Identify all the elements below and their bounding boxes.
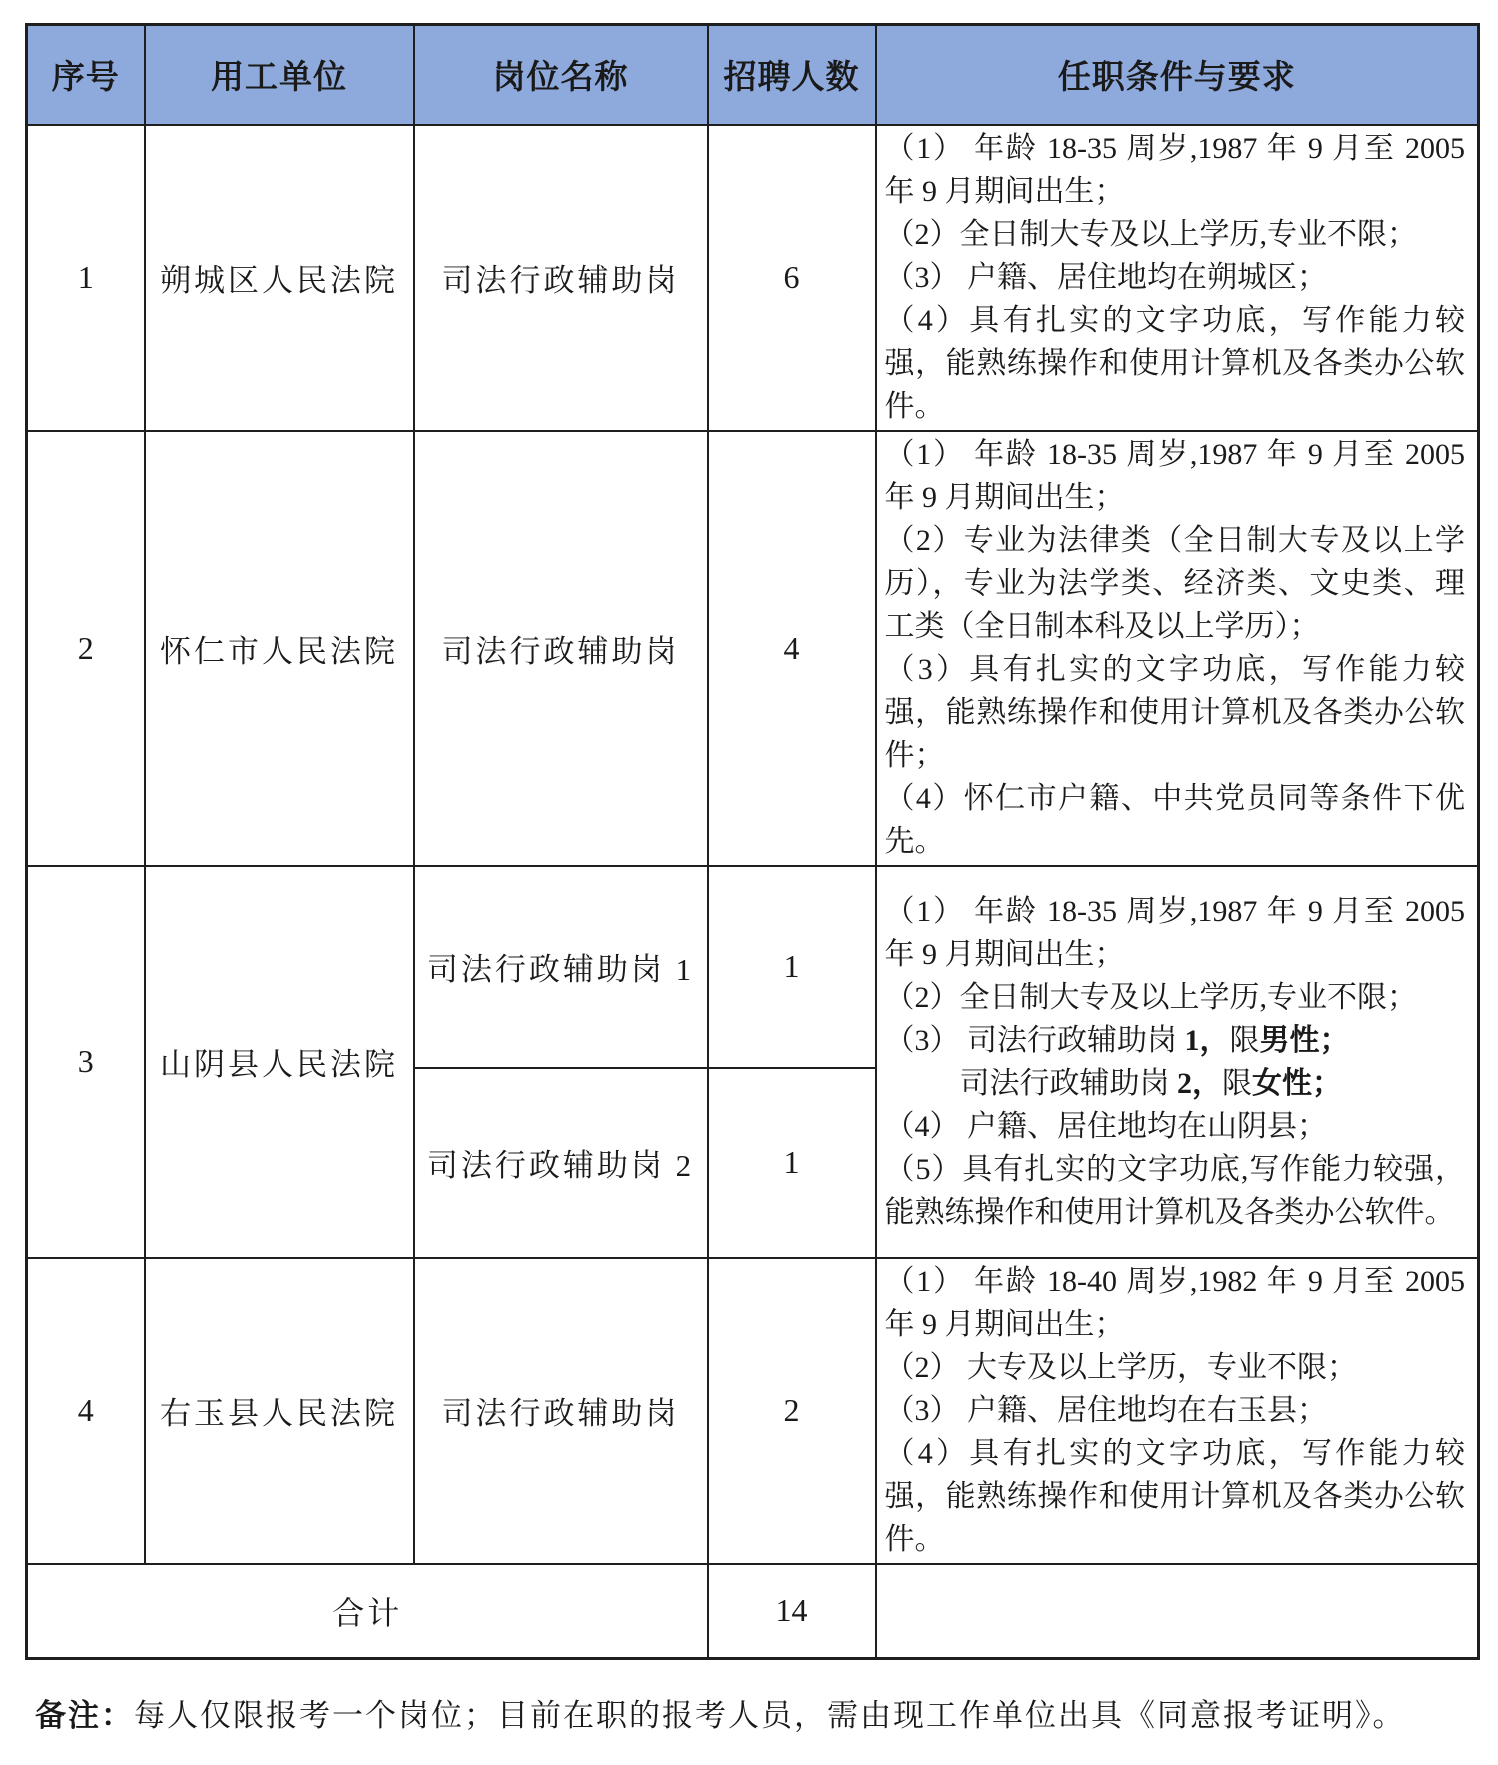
condition-line: （2）全日制大专及以上学历,专业不限； bbox=[884, 218, 1417, 251]
headcount-cell: 4 bbox=[708, 431, 876, 866]
condition-line: （4）具有扎实的文字功底，写作能力较强，能熟练操作和使用计算机及各类办公软件。 bbox=[884, 1437, 1465, 1556]
requirements-cell bbox=[876, 866, 1479, 1258]
employer-cell: 右玉县人民法院 bbox=[145, 1258, 414, 1564]
serial-cell: 3 bbox=[27, 866, 145, 1258]
serial-cell: 4 bbox=[27, 1258, 145, 1564]
condition-line: （1） 年龄 18-35 周岁,1987 年 9 月至 2005 年 9 月期间出生； bbox=[884, 438, 1465, 514]
headcount-cell: 1 bbox=[708, 866, 876, 1068]
position-cell: 司法行政辅助岗 1 bbox=[414, 866, 708, 1068]
condition-line: 司法行政辅助岗 2，限女性； bbox=[959, 1066, 1342, 1100]
header-headcount: 招聘人数 bbox=[708, 25, 876, 125]
employer-cell: 山阴县人民法院 bbox=[145, 866, 414, 1258]
condition-line: （4）具有扎实的文字功底，写作能力较强，能熟练操作和使用计算机及各类办公软件。 bbox=[884, 304, 1465, 423]
requirements-cell bbox=[876, 125, 1479, 431]
position-cell: 司法行政辅助岗 bbox=[414, 431, 708, 866]
condition-line: （3） 户籍、居住地均在朔城区； bbox=[884, 261, 1327, 294]
header-requirements: 任职条件与要求 bbox=[876, 25, 1479, 125]
condition-line: （4） 户籍、居住地均在山阴县； bbox=[884, 1109, 1327, 1143]
condition-line: （3） 司法行政辅助岗 1，限男性； bbox=[884, 1023, 1350, 1057]
condition-line: （3）具有扎实的文字功底，写作能力较强，能熟练操作和使用计算机及各类办公软件； bbox=[884, 653, 1465, 772]
condition-line: （2）专业为法律类（全日制大专及以上学历），专业为法学类、经济类、文史类、理工类（全日制本科及以上学历）； bbox=[884, 524, 1465, 643]
condition-line: （1） 年龄 18-40 周岁,1982 年 9 月至 2005 年 9 月期间出生； bbox=[884, 1265, 1465, 1341]
condition-line: （1） 年龄 18-35 周岁,1987 年 9 月至 2005 年 9 月期间出生； bbox=[884, 894, 1465, 971]
position-cell: 司法行政辅助岗 bbox=[414, 125, 708, 431]
header-position: 岗位名称 bbox=[414, 25, 708, 125]
employer-cell: 朔城区人民法院 bbox=[145, 125, 414, 431]
condition-line: （3） 户籍、居住地均在右玉县； bbox=[884, 1394, 1327, 1427]
position-cell: 司法行政辅助岗 bbox=[414, 1258, 708, 1564]
condition-bold-text: 女性； bbox=[1252, 1066, 1342, 1100]
requirements-cell bbox=[876, 431, 1479, 866]
header-row bbox=[27, 25, 1479, 125]
total-row bbox=[27, 1564, 1479, 1659]
condition-bold-text: 2， bbox=[1177, 1066, 1222, 1100]
condition-line: （5）具有扎实的文字功底,写作能力较强，能熟练操作和使用计算机及各类办公软件。 bbox=[884, 1152, 1465, 1229]
serial-cell: 1 bbox=[27, 125, 145, 431]
employer-cell: 怀仁市人民法院 bbox=[145, 431, 414, 866]
position-cell: 司法行政辅助岗 2 bbox=[414, 1068, 708, 1258]
note-label: 备注： bbox=[35, 1698, 134, 1733]
table-row bbox=[27, 866, 1479, 1068]
condition-line: （1） 年龄 18-35 周岁,1987 年 9 月至 2005 年 9 月期间出生； bbox=[884, 132, 1465, 208]
recruitment-table bbox=[25, 23, 1480, 1660]
condition-line: （2） 大专及以上学历，专业不限； bbox=[884, 1351, 1357, 1384]
table-row bbox=[27, 1258, 1479, 1564]
total-headcount-cell: 14 bbox=[708, 1564, 876, 1659]
headcount-cell: 6 bbox=[708, 125, 876, 431]
condition-line: （4）怀仁市户籍、中共党员同等条件下优先。 bbox=[884, 782, 1465, 858]
note bbox=[35, 1690, 1477, 1735]
table-row bbox=[27, 431, 1479, 866]
headcount-cell: 1 bbox=[708, 1068, 876, 1258]
header-serial: 序号 bbox=[27, 25, 145, 125]
condition-bold-text: 1， bbox=[1184, 1023, 1230, 1057]
requirements-cell bbox=[876, 1258, 1479, 1564]
total-requirements-cell bbox=[876, 1564, 1479, 1659]
headcount-cell: 2 bbox=[708, 1258, 876, 1564]
condition-line: （2）全日制大专及以上学历,专业不限； bbox=[884, 980, 1417, 1014]
note-text: 每人仅限报考一个岗位；目前在职的报考人员，需由现工作单位出具《同意报考证明》。 bbox=[134, 1698, 1406, 1733]
serial-cell: 2 bbox=[27, 431, 145, 866]
condition-bold-text: 男性； bbox=[1259, 1023, 1350, 1057]
table-row bbox=[27, 125, 1479, 431]
total-label-cell: 合计 bbox=[27, 1564, 708, 1659]
header-employer: 用工单位 bbox=[145, 25, 414, 125]
